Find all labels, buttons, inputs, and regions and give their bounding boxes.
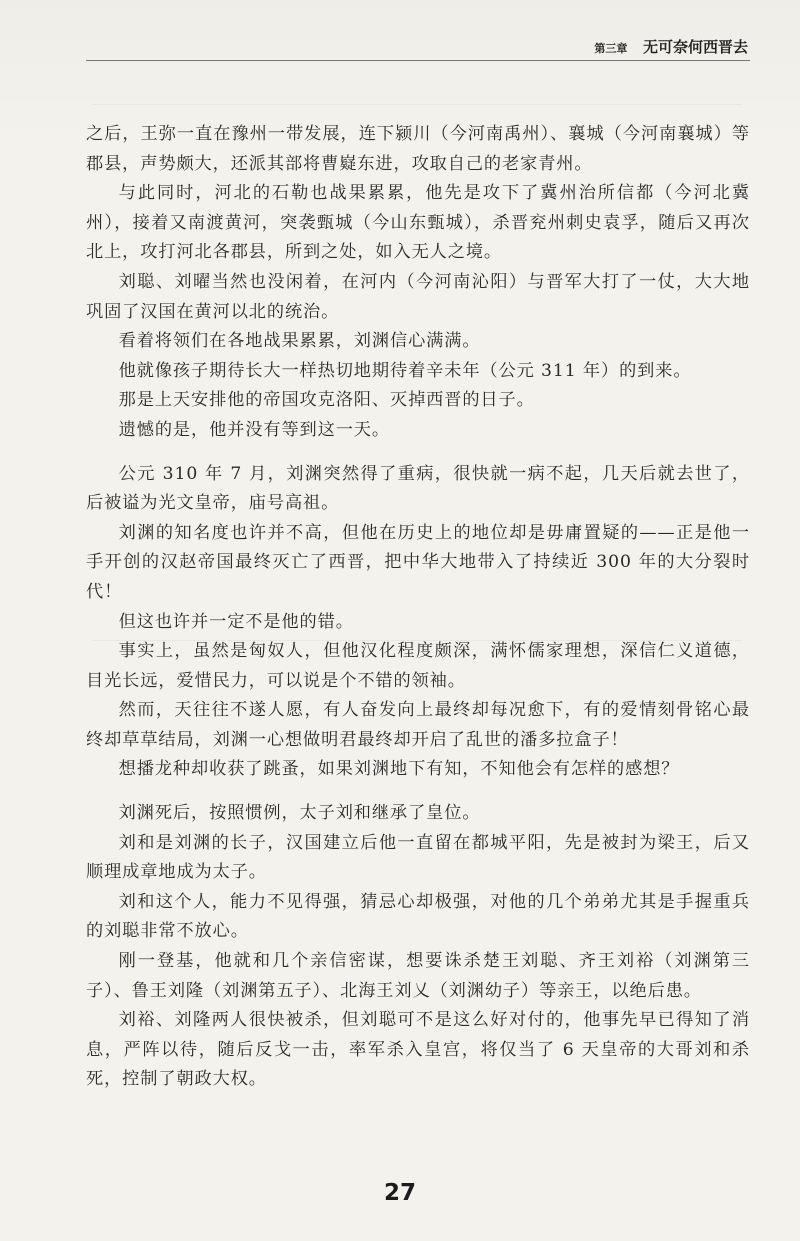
paragraph: 但这也许并一定不是他的错。 bbox=[118, 611, 354, 632]
paragraph: 公元 310 年 7 月，刘渊突然得了重病，很快就一病不起，几天后就去世了，后被谥为光文皇帝，庙号高祖。 bbox=[86, 463, 750, 514]
paragraph: 之后，王弥一直在豫州一带发展，连下颍川（今河南禹州）、襄城（今河南襄城）等郡县，声势颇大，还派其部将曹嶷东进，攻取自己的老家青州。 bbox=[86, 124, 750, 174]
paragraph: 遗憾的是，他并没有等到这一天。 bbox=[118, 419, 390, 440]
paragraph: 刚一登基，他就和几个亲信密谋，想要诛杀楚王刘聪、齐王刘裕（刘渊第三子）、鲁王刘隆（刘渊第五子）、北海王刘乂（刘渊幼子）等亲王，以绝后患。 bbox=[86, 951, 750, 1001]
paragraph: 与此同时，河北的石勒也战果累累，他先是攻下了冀州治所信都（今河北冀州），接着又南渡黄河，突袭甄城（今山东甄城），杀晋兖州刺史袁孚，随后又再次北上，攻打河北各郡县，所到之处，如入无人之境。 bbox=[86, 183, 750, 263]
paragraph: 事实上，虽然是匈奴人，但他汉化程度颇深，满怀儒家理想，深信仁义道德，目光长远，爱惜民力，可以说是个不错的领袖。 bbox=[86, 641, 750, 691]
page-number: 27 bbox=[383, 1180, 416, 1206]
chapter-label: 第三章 bbox=[594, 42, 628, 55]
paragraph: 刘裕、刘隆两人很快被杀，但刘聪可不是这么好对付的，他事先早已得知了消息，严阵以待，随后反戈一击，率军杀入皇宫，将仅当了 6 天皇帝的大哥刘和杀死，控制了朝政大权。 bbox=[86, 1010, 750, 1090]
header-rule bbox=[86, 60, 750, 61]
paragraph: 刘聪、刘曜当然也没闲着，在河内（今河南沁阳）与晋军大打了一仗，大大地巩固了汉国在黄河以北的统治。 bbox=[86, 271, 750, 322]
chapter-title: 无可奈何西晋去 bbox=[642, 38, 748, 56]
paragraph: 然而，天往往不遂人愿，有人奋发向上最终却每况愈下，有的爱情刻骨铭心最终却草草结局，刘渊一心想做明君最终却开启了乱世的潘多拉盒子！ bbox=[86, 700, 750, 750]
paragraph: 看着将领们在各地战果累累，刘渊信心满满。 bbox=[118, 331, 481, 352]
running-header bbox=[594, 36, 748, 57]
show-through-shadow bbox=[92, 104, 742, 105]
paragraph: 刘和是刘渊的长子，汉国建立后他一直留在都城平阳，先是被封为梁王，后又顺理成章地成为太子。 bbox=[86, 832, 750, 883]
body-text bbox=[86, 120, 750, 1095]
paragraph: 想播龙种却收获了跳蚤，如果刘渊地下有知，不知他会有怎样的感想？ bbox=[118, 759, 680, 780]
paragraph: 那是上天安排他的帝国攻克洛阳、灭掉西晋的日子。 bbox=[118, 390, 535, 411]
paragraph: 刘渊死后，按照惯例，太子刘和继承了皇位。 bbox=[118, 803, 481, 824]
paragraph: 刘渊的知名度也许并不高，但他在历史上的地位却是毋庸置疑的——正是他一手开创的汉赵帝国最终灭亡了西晋，把中华大地带入了持续近 300 年的大分裂时代！ bbox=[86, 522, 750, 602]
paragraph: 他就像孩子期待长大一样热切地期待着辛未年（公元 311 年）的到来。 bbox=[118, 360, 692, 381]
paragraph: 刘和这个人，能力不见得强，猜忌心却极强，对他的几个弟弟尤其是手握重兵的刘聪非常不放心。 bbox=[86, 891, 750, 942]
